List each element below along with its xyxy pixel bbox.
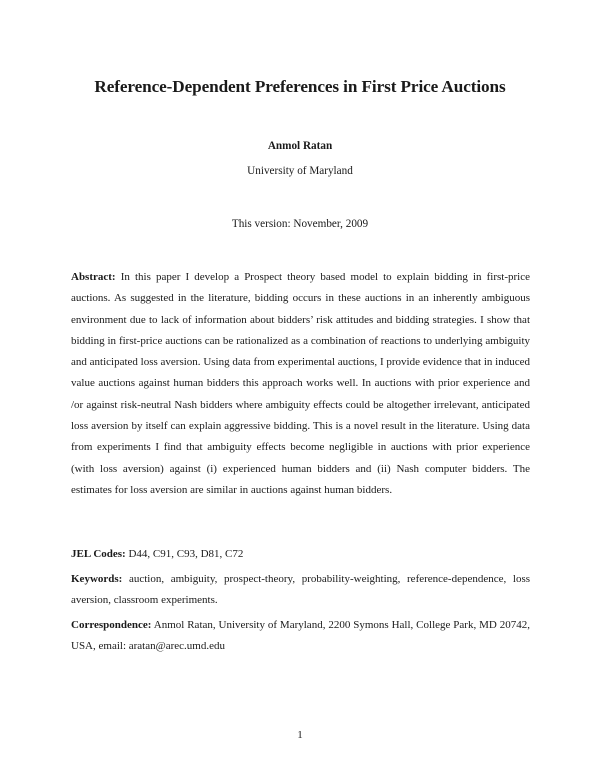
abstract-label: Abstract: bbox=[71, 271, 116, 283]
jel-text: D44, C91, C93, D81, C72 bbox=[128, 548, 244, 560]
jel-label: JEL Codes: bbox=[71, 548, 126, 560]
correspondence bbox=[71, 615, 530, 658]
keywords-label: Keywords: bbox=[71, 573, 123, 585]
correspondence-label: Correspondence: bbox=[71, 619, 152, 631]
abstract-text: In this paper I develop a Prospect theory based model to explain bidding in first-price auctions. As suggested in the literature, bidding occurs in these auctions in an inherently ambiguous environment due to lack of information about bidders’ risk attitudes and bidding strategies. I show that bidding in first-price auctions can be rationalized as a combination of reactions to underlying ambiguity and anticipated loss aversion. Using data from experimental auctions, I provide evidence that in induced value auctions against human bidders this approach works well. In auctions with prior experience and /or against risk-neutral Nash bidders where ambiguity effects could be altogether irrelevant, anticipated loss aversion by itself can explain aggressive bidding. This is a novel result in the literature. Using data from experiments I find that ambiguity effects become negligible in auctions with prior experience (with loss aversion) against (i) experienced human bidders and (ii) Nash computer bidders. The estimates for loss aversion are similar in auctions against human bidders. bbox=[71, 271, 531, 496]
abstract bbox=[71, 267, 530, 501]
page-number: 1 bbox=[297, 729, 303, 741]
keywords bbox=[71, 569, 530, 612]
paper-title: Reference-Dependent Preferences in First Price Auctions bbox=[94, 77, 506, 96]
author-name: Anmol Ratan bbox=[267, 140, 333, 152]
version-date: This version: November, 2009 bbox=[231, 218, 369, 230]
author-affiliation: University of Maryland bbox=[247, 165, 353, 177]
correspondence-text: Anmol Ratan, University of Maryland, 2200 Symons Hall, College Park, MD 20742, USA, email: aratan@arec.umd.edu bbox=[71, 619, 530, 653]
keywords-text: auction, ambiguity, prospect-theory, probability-weighting, reference-dependence, loss aversion, classroom experiments. bbox=[71, 573, 531, 607]
jel-codes bbox=[71, 544, 530, 565]
